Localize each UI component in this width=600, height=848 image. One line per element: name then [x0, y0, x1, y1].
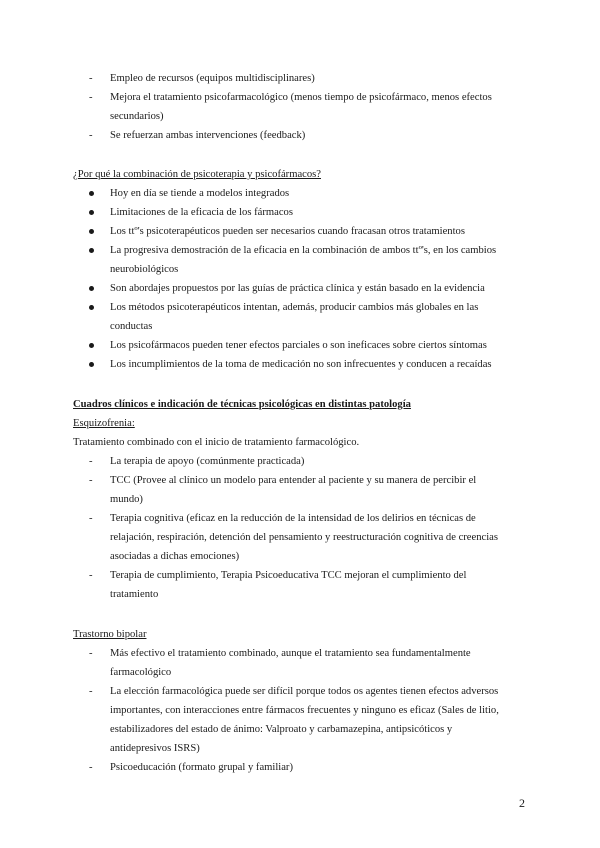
bullet-item: Los psicofármacos pueden tener efectos parciales o son ineficaces sobre ciertos síntomas	[0, 336, 600, 355]
bullet-item: Los métodos psicoterapéuticos intentan, además, producir cambios más globales en las conductas	[0, 298, 600, 336]
page-number: 2	[519, 796, 525, 810]
bullet-item: Los incumplimientos de la toma de medicación no son infrecuentes y conducen a recaídas	[0, 355, 600, 374]
bullet-dot-icon	[89, 248, 94, 253]
bullet-item: La progresiva demostración de la eficacia en la combinación de ambos ttº's, en los cambios neurobiológicos	[0, 241, 600, 279]
subheading: Esquizofrenia:	[73, 418, 135, 429]
list-item: - Terapia de cumplimiento, Terapia Psicoeducativa TCC mejoran el cumplimiento del tratamiento	[89, 570, 467, 600]
bullet-item: Limitaciones de la eficacia de los fármacos	[0, 203, 600, 222]
list-item: - Terapia cognitiva (eficaz en la reducción de la intensidad de los delirios en técnicas de relajación, respiración, detención del pensamiento y reestructuración cognitiva de creencias asociadas a dichas emociones)	[89, 513, 498, 562]
intro-text: Tratamiento combinado con el inicio de tratamiento farmacológico.	[73, 437, 360, 448]
bullet-dot-icon	[89, 343, 94, 348]
section-combination	[0, 165, 600, 374]
bullet-dot-icon	[89, 362, 94, 367]
bullet-dot-icon	[89, 286, 94, 291]
section-heading: Cuadros clínicos e indicación de técnicas psicológicas en distintas patología	[73, 399, 411, 410]
section-bipolar	[0, 625, 600, 777]
bullet-dot-icon	[89, 191, 94, 196]
bullet-item: Los ttº's psicoterapéuticos pueden ser necesarios cuando fracasan otros tratamientos	[0, 222, 600, 241]
list-item: - Se refuerzan ambas intervenciones (feedback)	[89, 130, 306, 141]
section-clinical	[0, 395, 600, 604]
bullet-dot-icon	[89, 305, 94, 310]
list-item: - Mejora el tratamiento psicofarmacológico (menos tiempo de psicofármaco, menos efectos secundarios)	[89, 92, 492, 122]
bullet-dot-icon	[89, 229, 94, 234]
list-item: - TCC (Provee al clínico un modelo para entender al paciente y su manera de percibir el mundo)	[89, 475, 477, 505]
list-item: - La terapia de apoyo (comúnmente practicada)	[89, 456, 305, 467]
list-item: - Más efectivo el tratamiento combinado, aunque el tratamiento sea fundamentalmente farmacológico	[89, 648, 471, 678]
bullet-item: Hoy en día se tiende a modelos integrados	[0, 184, 600, 203]
bullet-dot-icon	[89, 210, 94, 215]
list-item: - Empleo de recursos (equipos multidisciplinares)	[89, 73, 315, 84]
list-item: - La elección farmacológica puede ser difícil porque todos os agentes tienen efectos adversos importantes, con interacciones entre fármacos frecuentes y ninguno es eficaz (Sales de litio, estabilizadores del estado de ánimo: Valproato y carbamazepina, antipsicóticos y antidepresivos ISRS)	[89, 686, 499, 754]
list-item: - Psicoeducación (formato grupal y familiar)	[89, 762, 293, 773]
top-list	[0, 69, 600, 145]
bullet-item: Son abordajes propuestos por las guías de práctica clínica y están basado en la evidencia	[0, 279, 600, 298]
section-heading: Trastorno bipolar	[73, 629, 147, 640]
section-heading: ¿Por qué la combinación de psicoterapia y psicofármacos?	[73, 169, 321, 180]
